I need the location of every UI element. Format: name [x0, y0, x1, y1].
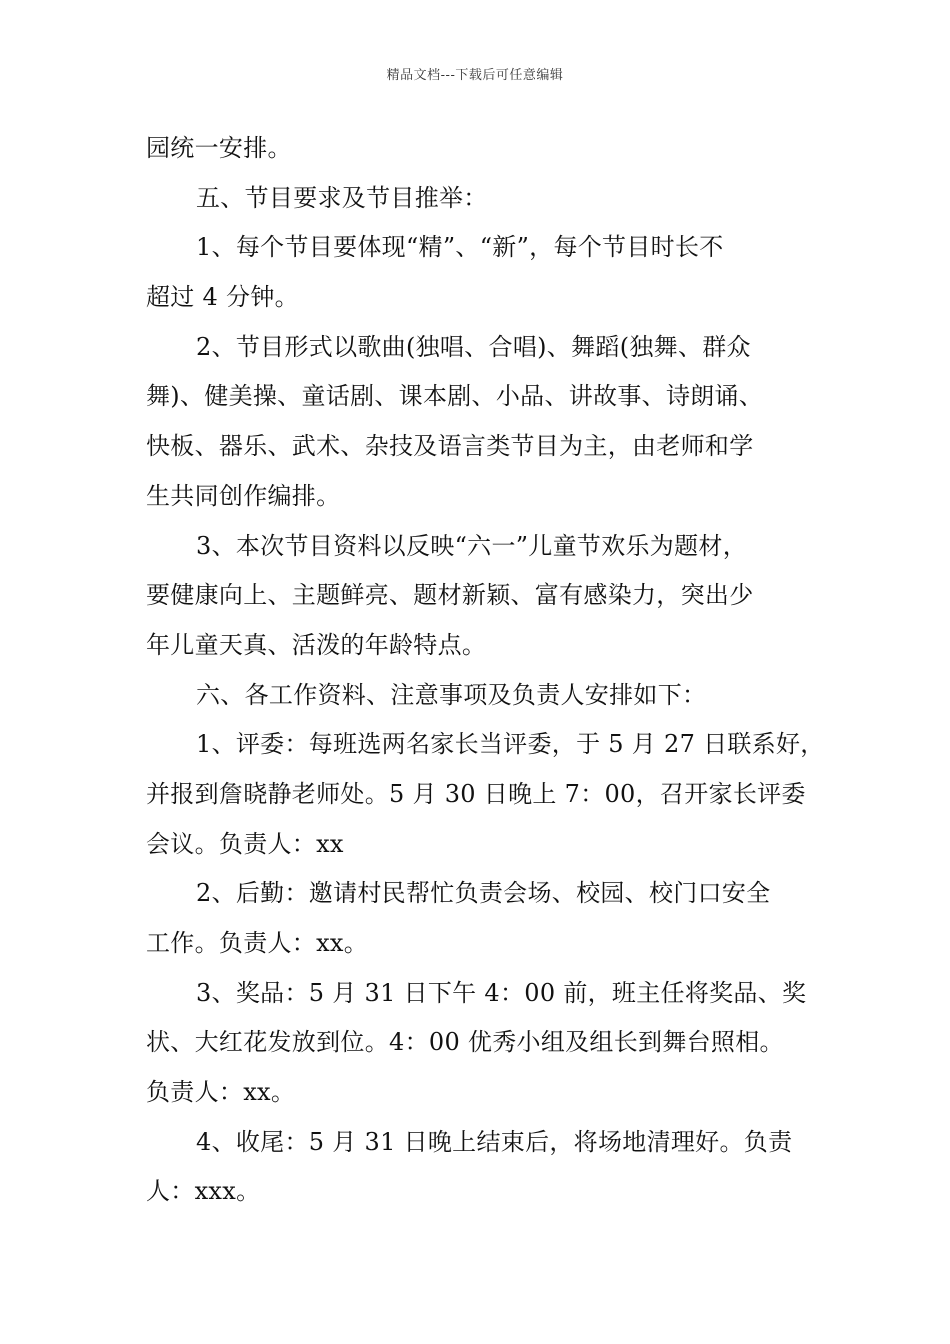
text-line: 舞)、健美操、童话剧、课本剧、小品、讲故事、诗朗诵、	[146, 382, 764, 411]
text-line: 快板、器乐、武术、杂技及语言类节目为主，由老师和学	[146, 432, 754, 461]
paragraph-first-line: 1、每个节目要体现“精”、“新”，每个节目时长不	[196, 233, 724, 262]
paragraph-first-line: 3、本次节目资料以反映“六一”儿童节欢乐为题材，	[196, 531, 748, 560]
text-line: 超过 4 分钟。	[146, 283, 299, 312]
document-body	[146, 128, 825, 1221]
text-line: 并报到詹晓静老师处。5 月 30 日晚上 7：00，召开家长评委	[146, 779, 806, 808]
paragraph-first-line: 3、奖品：5 月 31 日下午 4：00 前，班主任将奖品、奖	[196, 978, 807, 1007]
paragraph-first-line: 2、后勤：邀请村民帮忙负责会场、校园、校门口安全	[196, 879, 771, 908]
paragraph-first-line: 六、各工作资料、注意事项及负责人安排如下：	[196, 680, 707, 709]
text-line: 人：xxx。	[146, 1177, 261, 1206]
paragraph-first-line: 4、收尾：5 月 31 日晚上结束后，将场地清理好。负责	[196, 1127, 793, 1156]
text-line: 工作。负责人：xx。	[146, 929, 369, 957]
text-line: 会议。负责人：xx	[146, 829, 344, 858]
paragraph-first-line: 1、评委：每班选两名家长当评委，于 5 月 27 日联系好，	[196, 730, 825, 759]
text-line: 园统一安排。	[146, 134, 292, 162]
text-line: 年儿童天真、活泼的年龄特点。	[146, 630, 487, 659]
text-line: 生共同创作编排。	[146, 481, 341, 510]
text-line: 状、大红花发放到位。4：00 优秀小组及组长到舞台照相。	[146, 1028, 784, 1057]
paragraph-first-line: 2、节目形式以歌曲(独唱、合唱)、舞蹈(独舞、群众	[196, 332, 751, 361]
paragraph-first-line: 五、节目要求及节目推举：	[196, 183, 488, 212]
text-line: 负责人：xx。	[146, 1078, 296, 1107]
text-line: 要健康向上、主题鲜亮、题材新颖、富有感染力，突出少	[146, 581, 754, 610]
page-header: 精品文档---下载后可任意编辑	[386, 68, 564, 83]
